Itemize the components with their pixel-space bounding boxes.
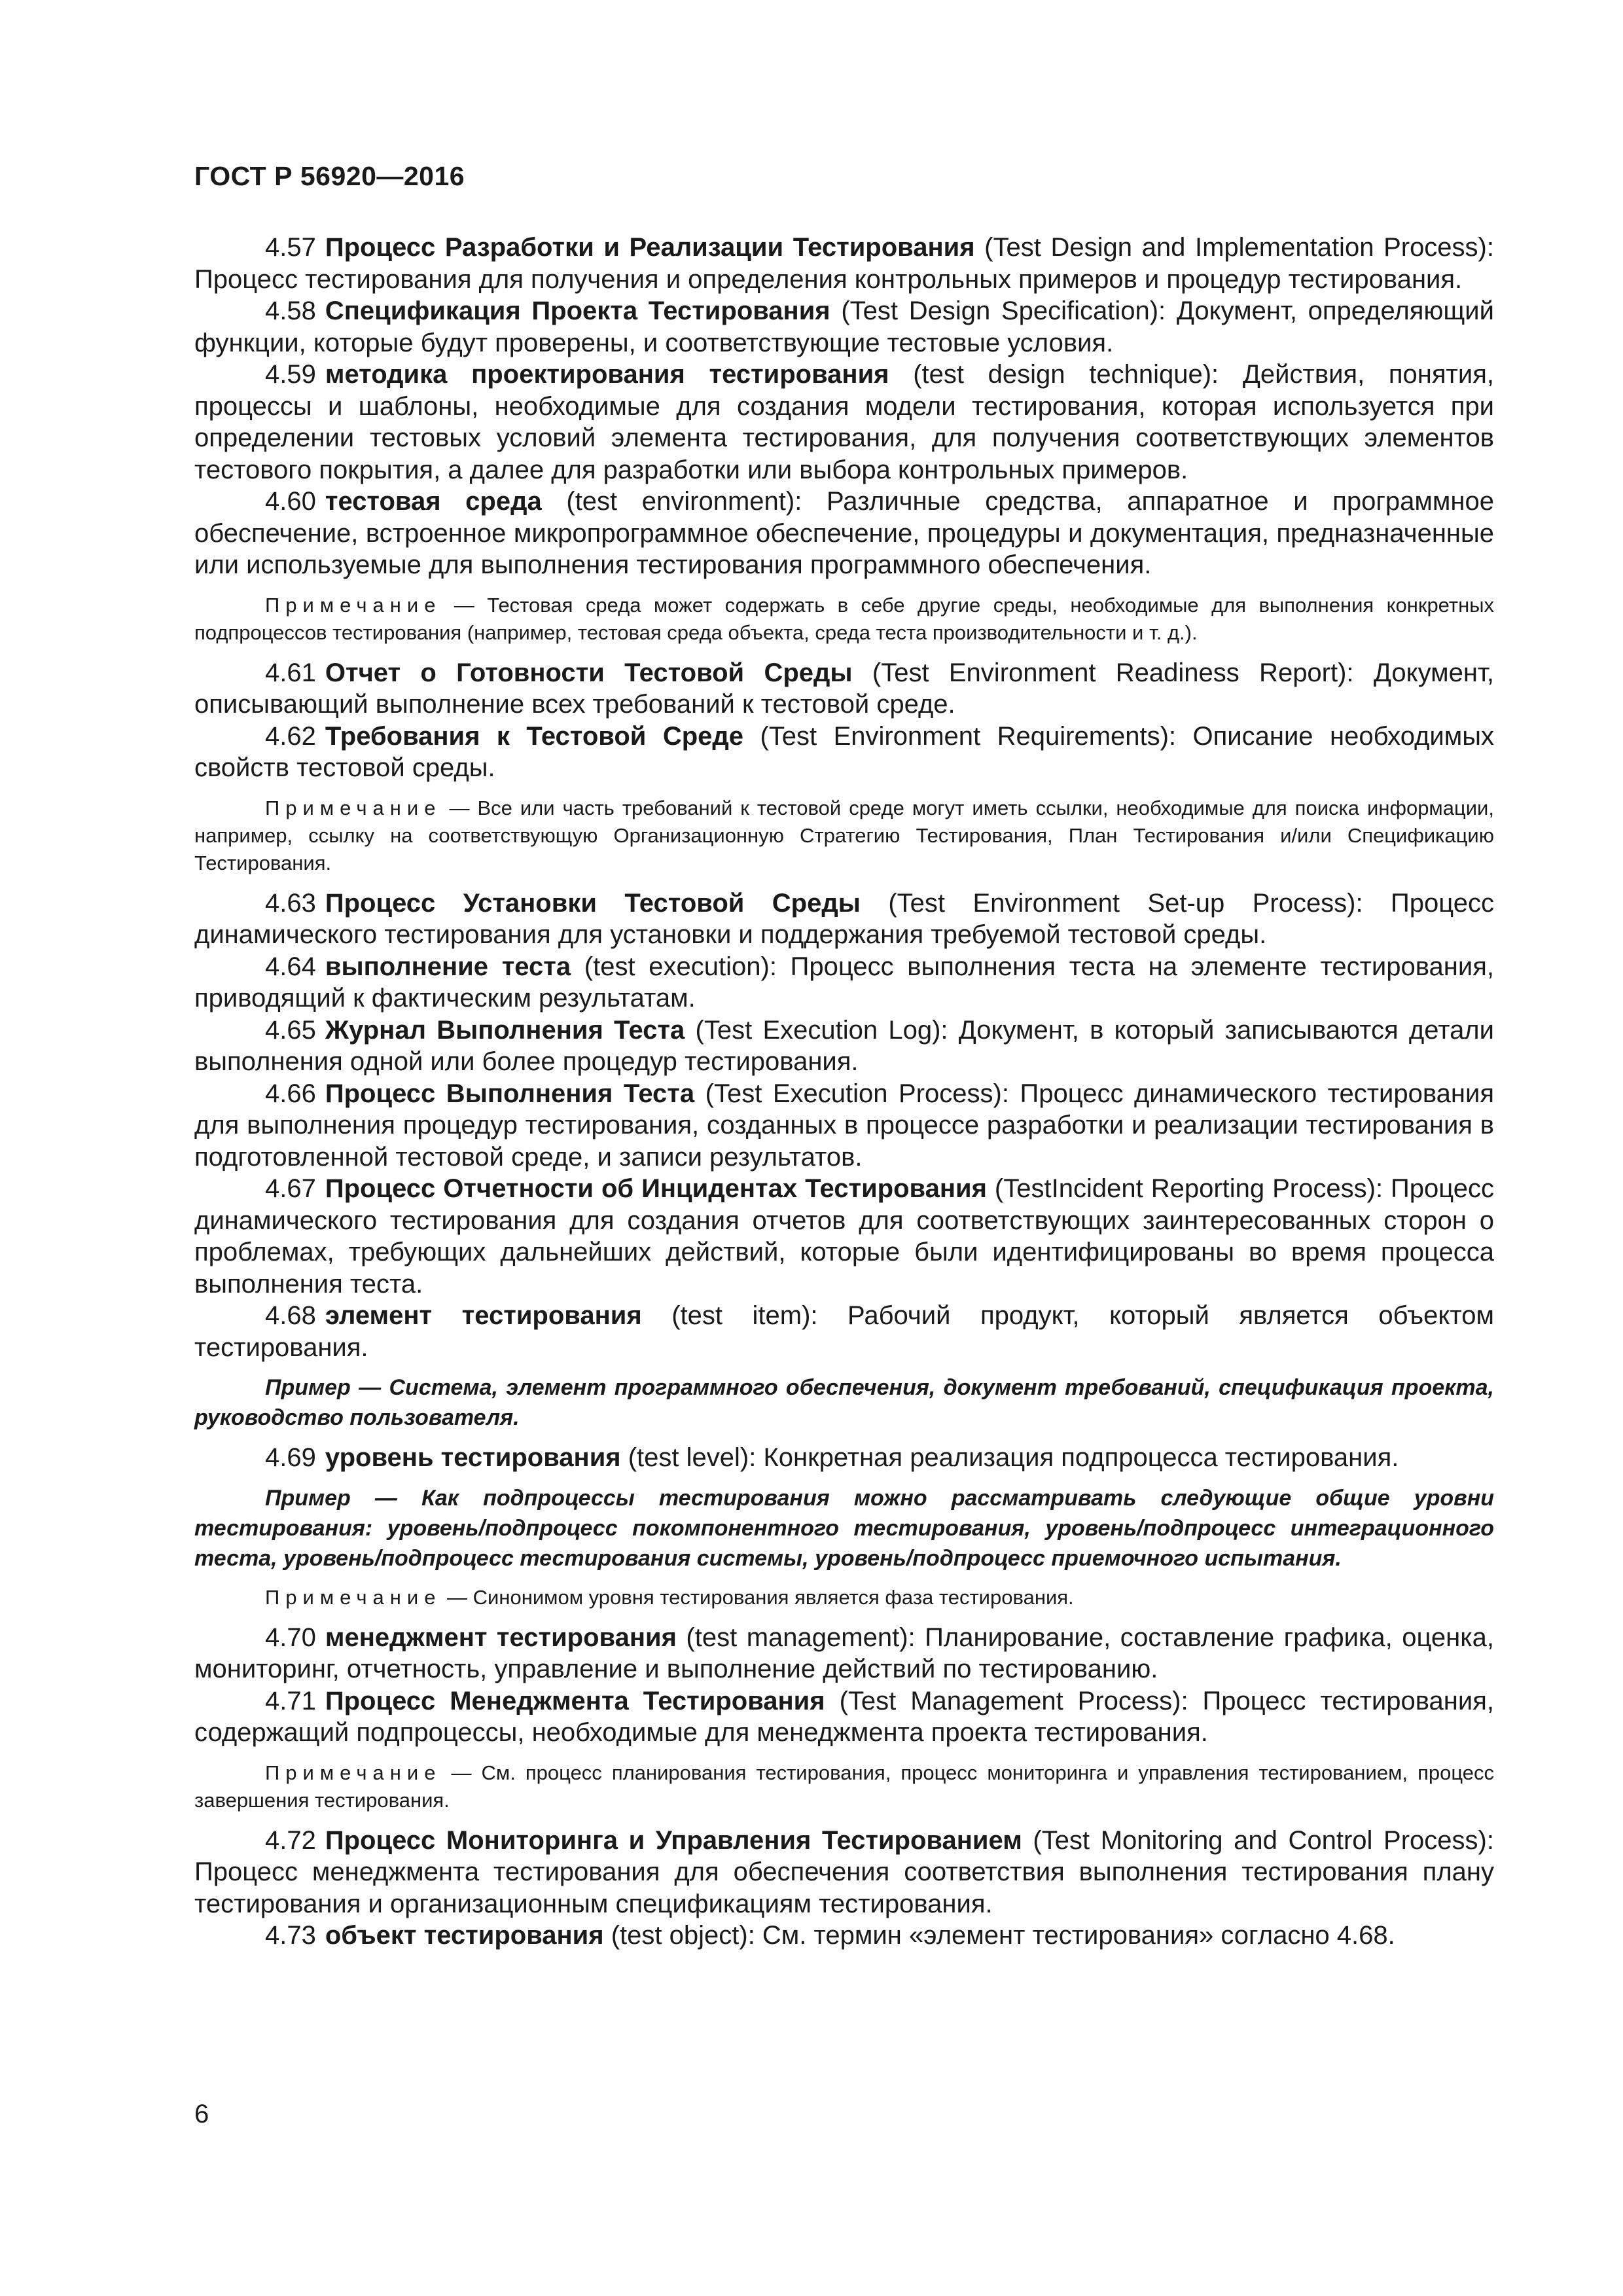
note: [194, 1584, 1494, 1611]
term-definition: (Test Environment Readiness Report): Документ, описывающий выполнение всех требований к тестовой среде.: [194, 658, 1494, 719]
note-label: Примечание: [265, 796, 442, 819]
term-number: 4.62: [265, 721, 316, 751]
note-text: — Тестовая среда может содержать в себе другие среды, необходимые для выполнения конкретных подпроцессов тестирования (например, тестовая среда объекта, среда теста производительности и т. д.).: [194, 593, 1494, 644]
term-number: 4.70: [265, 1623, 316, 1652]
term-definition: (test object): См. термин «элемент тестирования» согласно 4.68.: [603, 1921, 1395, 1950]
note-text: — См. процесс планирования тестирования, процесс мониторинга и управления тестированием, процесс завершения тестирования.: [194, 1761, 1494, 1812]
term-number: 4.59: [265, 360, 316, 389]
term-number: 4.72: [265, 1825, 316, 1855]
term-title: Процесс Отчетности об Инцидентах Тестирования: [325, 1174, 987, 1203]
term-title: Процесс Выполнения Теста: [325, 1079, 695, 1108]
term-number: 4.67: [265, 1174, 316, 1203]
term-entry: [194, 1300, 1494, 1363]
term-definition: (Test Execution Process): Процесс динамического тестирования для выполнения процедур тестирования, созданных в процессе разработки и реализации тестирования в подготовленной тестовой среде, и записи результатов.: [194, 1079, 1494, 1172]
term-entry: [194, 1173, 1494, 1300]
note: [194, 592, 1494, 647]
document-header: ГОСТ Р 56920—2016: [194, 161, 465, 191]
term-title: Журнал Выполнения Теста: [325, 1015, 685, 1045]
term-title: Процесс Установки Тестовой Среды: [325, 888, 861, 918]
term-number: 4.68: [265, 1301, 316, 1330]
term-title: менеджмент тестирования: [325, 1623, 677, 1652]
term-entry: [194, 657, 1494, 721]
term-entry: [194, 232, 1494, 295]
example: Пример — Как подпроцессы тестирования можно рассматривать следующие общие уровни тестирования: уровень/подпроцесс покомпонентного тестирования, уровень/подпроцесс интеграционного теста, уровень/подпроцесс тестирования системы, уровень/подпроцесс приемочного испытания.: [194, 1485, 1494, 1571]
note-label: Примечание: [265, 1585, 442, 1609]
term-entry: [194, 951, 1494, 1014]
term-number: 4.64: [265, 952, 316, 981]
term-title: тестовая среда: [325, 487, 542, 516]
term-title: элемент тестирования: [325, 1301, 642, 1330]
term-title: методика проектирования тестирования: [325, 360, 889, 389]
term-entry: [194, 1685, 1494, 1749]
note: [194, 1759, 1494, 1814]
term-number: 4.63: [265, 888, 316, 918]
term-number: 4.71: [265, 1686, 316, 1715]
term-definition: (Test Design and Implementation Process): Процесс тестирования для получения и определения контрольных примеров и процедур тестирования.: [194, 233, 1494, 294]
term-title: объект тестирования: [325, 1921, 604, 1950]
term-entry: [194, 1078, 1494, 1174]
term-title: Процесс Менеджмента Тестирования: [325, 1686, 825, 1715]
term-title: выполнение теста: [325, 952, 571, 981]
term-definition: (Test Environment Set-up Process): Процесс динамического тестирования для установки и поддержания требуемой тестовой среды.: [194, 888, 1494, 949]
term-number: 4.57: [265, 233, 316, 262]
term-number: 4.61: [265, 658, 316, 687]
term-definition: (test execution): Процесс выполнения теста на элементе тестирования, приводящий к фактическим результатам.: [194, 952, 1494, 1013]
term-definition: (test management): Планирование, составление графика, оценка, мониторинг, отчетность, управление и выполнение действий по тестированию.: [194, 1623, 1494, 1683]
term-definition: (Test Environment Requirements): Описание необходимых свойств тестовой среды.: [194, 721, 1495, 782]
term-title: Процесс Разработки и Реализации Тестирования: [325, 233, 975, 262]
document-body: [194, 232, 1494, 1952]
term-entry: [194, 1622, 1494, 1685]
term-title: Спецификация Проекта Тестирования: [325, 296, 830, 325]
term-number: 4.66: [265, 1079, 316, 1108]
term-definition: (Test Execution Log): Документ, в который записываются детали выполнения одной или более процедур тестирования.: [194, 1015, 1494, 1076]
term-entry: [194, 1014, 1494, 1078]
term-definition: (test item): Рабочий продукт, который является объектом тестирования.: [194, 1301, 1494, 1362]
term-definition: (Test Design Specification): Документ, определяющий функции, которые будут проверены, и соответствующие тестовые условия.: [194, 296, 1494, 357]
note: [194, 795, 1494, 877]
term-definition: (Test Management Process): Процесс тестирования, содержащий подпроцессы, необходимые для менеджмента проекта тестирования.: [194, 1686, 1495, 1747]
term-definition: (TestIncident Reporting Process): Процесс динамического тестирования для создания отчетов для соответствующих заинтересованных сторон о проблемах, требующих дальнейших действий, которые были идентифицированы во время процесса выполнения теста.: [194, 1174, 1494, 1299]
example: Пример — Система, элемент программного обеспечения, документ требований, спецификация проекта, руководство пользователя.: [194, 1375, 1494, 1430]
term-title: Процесс Мониторинга и Управления Тестированием: [325, 1825, 1022, 1855]
term-number: 4.58: [265, 296, 316, 325]
term-definition: (test design technique): Действия, понятия, процессы и шаблоны, необходимые для создания модели тестирования, которая используется при определении тестовых условий элемента тестирования, для получения соответствующих элементов тестового покрытия, а далее для разработки или выбора контрольных примеров.: [194, 360, 1494, 484]
term-number: 4.73: [265, 1921, 316, 1950]
term-definition: (Test Monitoring and Control Process): Процесс менеджмента тестирования для обеспечения соответствия выполнения тестирования плану тестирования и организационным спецификациям тестирования.: [194, 1825, 1494, 1918]
term-entry: [194, 359, 1494, 486]
term-definition: (test environment): Различные средства, аппаратное и программное обеспечение, встроенное микропрограммное обеспечение, процедуры и документация, предназначенные или используемые для выполнения тестирования программного обеспечения.: [194, 487, 1494, 579]
term-entry: [194, 1920, 1494, 1952]
term-number: 4.65: [265, 1015, 316, 1045]
term-entry: [194, 888, 1494, 951]
term-definition: (test level): Конкретная реализация подпроцесса тестирования.: [620, 1443, 1399, 1472]
page-number: 6: [194, 2100, 209, 2128]
term-title: Требования к Тестовой Среде: [325, 721, 744, 751]
term-entry: [194, 1825, 1494, 1920]
term-number: 4.69: [265, 1443, 316, 1472]
term-entry: [194, 486, 1494, 581]
term-entry: [194, 721, 1494, 784]
term-title: уровень тестирования: [325, 1443, 621, 1472]
note-label: Примечание: [265, 1761, 442, 1784]
term-entry: [194, 295, 1494, 359]
term-entry: [194, 1442, 1494, 1474]
note-label: Примечание: [265, 593, 442, 617]
note-text: — Синонимом уровня тестирования является фаза тестирования.: [441, 1585, 1074, 1609]
note-text: — Все или часть требований к тестовой среде могут иметь ссылки, необходимые для поиска информации, например, ссылку на соответствующую Организационную Стратегию Тестирования, План Тестирования и/или Спецификацию Тестирования.: [194, 796, 1494, 874]
term-title: Отчет о Готовности Тестовой Среды: [325, 658, 853, 687]
term-number: 4.60: [265, 487, 316, 516]
